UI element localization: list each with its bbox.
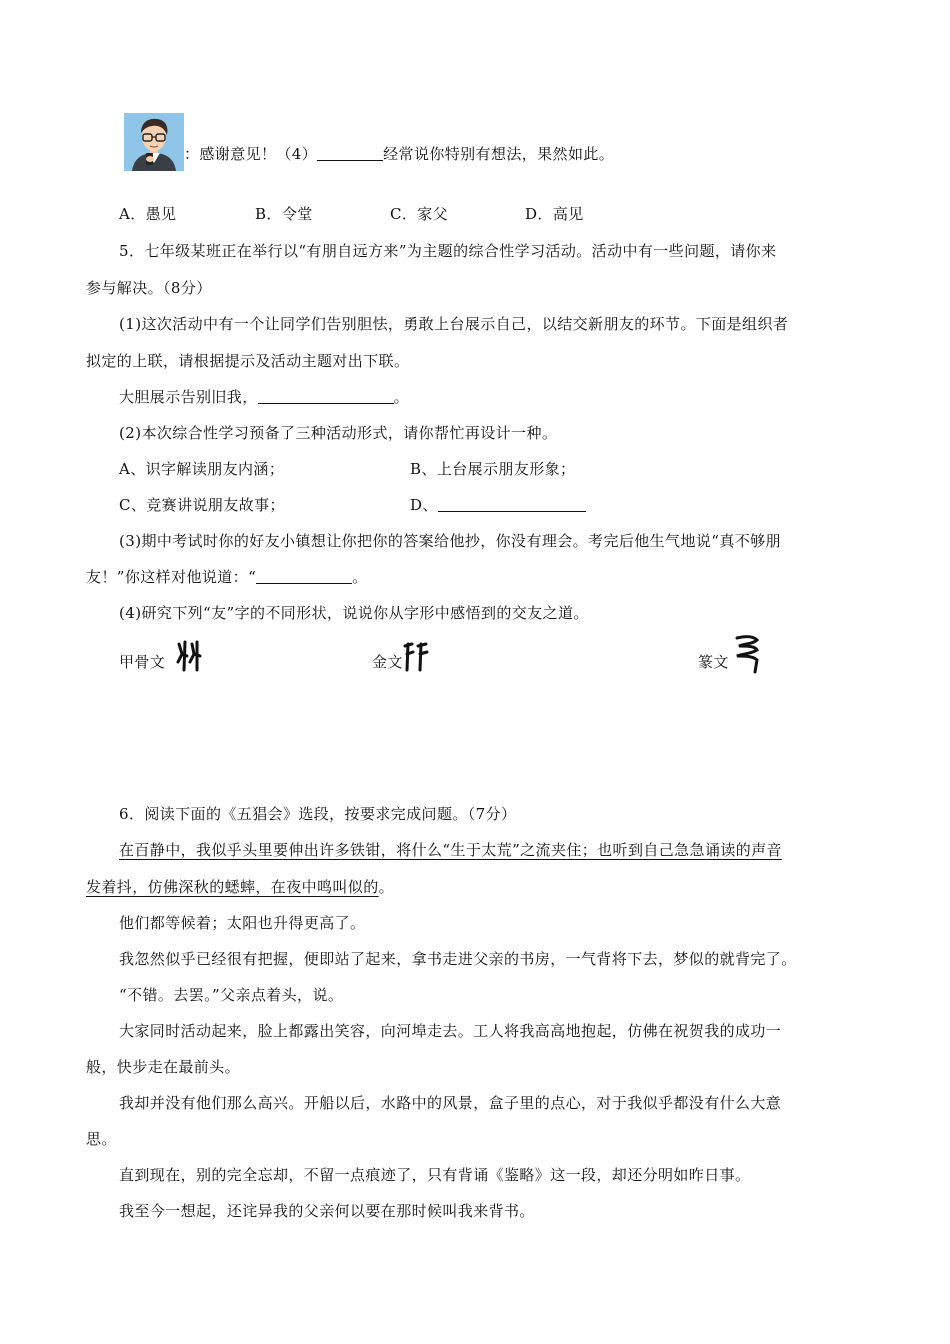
passage-para-5-line2: 思。 xyxy=(86,1130,117,1148)
option-a[interactable]: A．愚见 xyxy=(119,205,177,223)
passage-para-1: 他们都等候着；太阳也升得更高了。 xyxy=(119,914,366,932)
passage-para-6: 直到现在，别的完全忘却，不留一点痕迹了，只有背诵《鉴略》这一段，却还分明如昨日事。 xyxy=(119,1166,751,1184)
answer-blank[interactable] xyxy=(317,144,383,161)
underlined-sentence-line2 xyxy=(86,876,394,898)
dialog-text-suffix: 经常说你特别有想法，果然如此。 xyxy=(383,145,615,163)
sentence-period: 。 xyxy=(378,878,395,896)
q5-part4: (4)研究下列“友”字的不同形状，说说你从字形中感悟到的交友之道。 xyxy=(119,604,589,622)
oracle-bone-you-glyph xyxy=(176,640,202,674)
oracle-bone-label: 甲骨文 xyxy=(119,653,166,671)
q5-intro-line1: 5．七年级某班正在举行以“有朋自远方来”为主题的综合性学习活动。活动中有一些问题，请你来 xyxy=(119,242,777,260)
q6-title: 6．阅读下面的《五猖会》选段，按要求完成问题。（7分） xyxy=(119,805,517,823)
dialog-line xyxy=(184,143,614,165)
option-c[interactable]: C．家父 xyxy=(390,205,449,223)
passage-para-4-line2: 般，快步走在最前头。 xyxy=(86,1058,241,1076)
couplet-blank[interactable] xyxy=(258,387,394,404)
q5-part2: (2)本次综合性学习预备了三种活动形式，请你帮忙再设计一种。 xyxy=(119,424,558,442)
seal-label: 篆文 xyxy=(698,653,729,671)
student-avatar xyxy=(124,113,184,171)
couplet-upper: 大胆展示告别旧我， xyxy=(119,388,258,406)
reply-blank[interactable] xyxy=(256,567,352,584)
dialog-text-prefix: ：感谢意见！（4） xyxy=(184,145,318,163)
passage-para-2: 我忽然似乎已经很有把握，便即站了起来，拿书走进父亲的书房，一气背将下去，梦似的就背完了。 xyxy=(119,950,797,968)
form-d: D、 xyxy=(410,496,438,514)
option-d[interactable]: D．高见 xyxy=(525,205,584,223)
q5-part1-line2: 拟定的上联，请根据提示及活动主题对出下联。 xyxy=(86,352,410,370)
q5-part3-line2 xyxy=(86,566,368,588)
form-a: A、识字解读朋友内涵； xyxy=(119,460,285,478)
form-b: B、上台展示朋友形象； xyxy=(410,460,576,478)
q5-part3-line1: (3)期中考试时你的好友小镇想让你把你的答案给他抄，你没有理会。考完后他生气地说“真不够朋 xyxy=(119,532,781,550)
bronze-label: 金文 xyxy=(372,653,403,671)
form-d-blank[interactable] xyxy=(438,495,586,512)
passage-para-3: “不错。去罢。”父亲点着头，说。 xyxy=(119,986,344,1004)
option-b[interactable]: B．令堂 xyxy=(255,205,313,223)
form-c: C、竞赛讲说朋友故事； xyxy=(119,496,285,514)
q5-part1-line1: (1)这次活动中有一个让同学们告别胆怯，勇敢上台展示自己，以结交新朋友的环节。下面是组织者 xyxy=(119,315,789,333)
couplet-line xyxy=(119,386,409,408)
underlined-sentence-end: 发着抖，仿佛深秋的蟋蟀，在夜中鸣叫似的 xyxy=(86,878,379,896)
q5-part3-end: 。 xyxy=(352,568,368,586)
passage-para-5-line1: 我却并没有他们那么高兴。开船以后，水路中的风景，盒子里的点心，对于我似乎都没有什么大意 xyxy=(119,1094,782,1112)
couplet-end: 。 xyxy=(393,388,410,406)
passage-para-4-line1: 大家同时活动起来，脸上都露出笑容，向河埠走去。工人将我高高地抱起，仿佛在祝贺我的成功一 xyxy=(119,1022,782,1040)
form-d-line xyxy=(410,494,586,516)
passage-para-7: 我至今一想起，还诧异我的父亲何以要在那时候叫我来背书。 xyxy=(119,1202,535,1220)
underlined-sentence-line1: 在百静中，我似乎头里要伸出许多铁钳，将什么“生于太荒”之流夹住；也听到自己急急诵读的声音 xyxy=(119,841,782,859)
q5-intro-line2: 参与解决。（8分） xyxy=(86,279,212,297)
bronze-you-glyph xyxy=(402,640,432,674)
seal-you-glyph xyxy=(733,634,761,674)
q5-part3-prefix: 友！”你这样对他说道：“ xyxy=(86,568,257,586)
